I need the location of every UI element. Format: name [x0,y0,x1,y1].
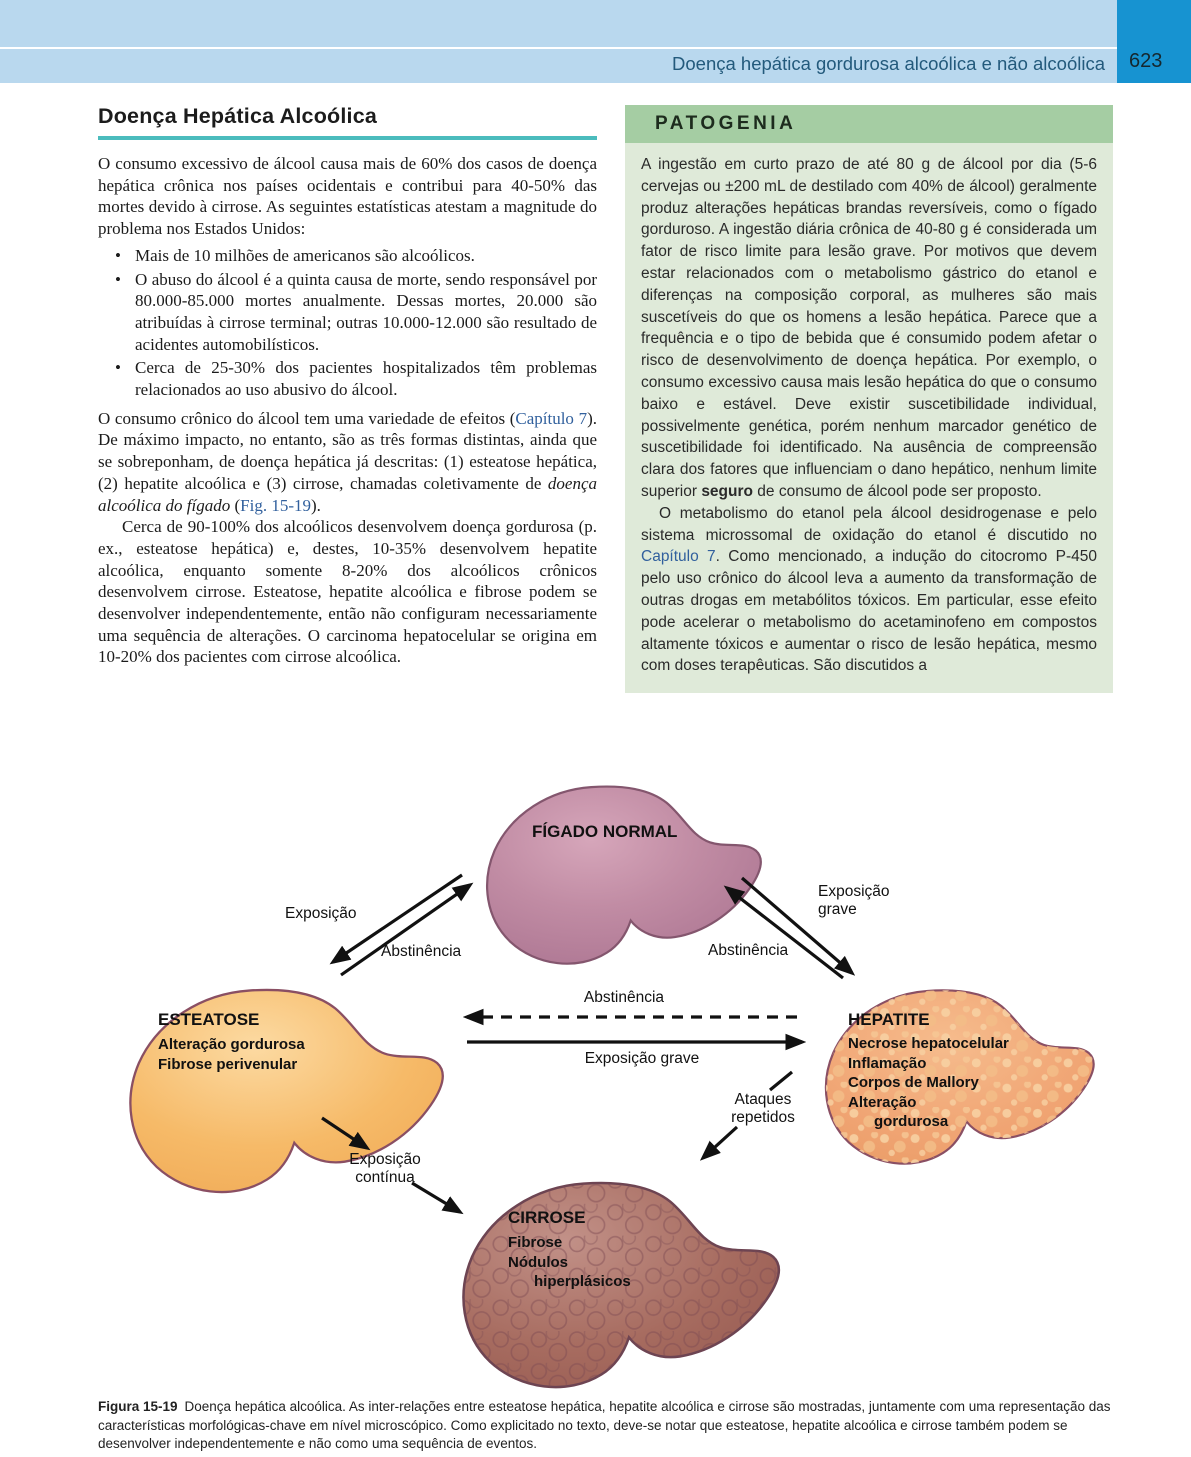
hepatite-feature: Inflamação [848,1054,927,1072]
paragraph-text: de consumo de álcool pode ser proposto. [753,482,1042,500]
article-column [98,104,597,668]
patogenia-paragraph-2 [641,503,1097,677]
paragraph-text: ( [230,495,241,515]
fig-15-19-link[interactable]: Fig. 15-19 [240,495,311,515]
arrow-ataques-b [703,1127,737,1158]
stats-list [112,245,597,401]
chronic-effects-paragraph [98,408,597,517]
arrow-abstinencia-left [341,885,470,975]
patogenia-title: PATOGENIA [655,113,797,134]
patogenia-box [625,105,1113,693]
exposicao-continua-label: Exposição contínua [349,1151,421,1186]
patogenia-paragraph-1 [641,154,1097,503]
paragraph-text: ). De máximo impacto, no entanto, são as três formas distintas, ainda que se sobreponham, de doença hepática já descritas: (1) esteatose hepática, (2) hepatite alcoólica e (3) cirrose, chamadas coletivamente de [98,408,597,493]
figure-15-19-diagram [95,765,1105,1395]
paragraph-text: ). [310,495,321,515]
bold-term: seguro [701,482,753,500]
hepatite-feature: gordurosa [874,1113,949,1130]
running-head: Doença hepática gordurosa alcoólica e não alcoólica [672,53,1105,74]
title-rule [98,136,597,140]
cirrose-feature: Fibrose [508,1234,563,1251]
paragraph-text: . Como mencionado, a indução do citocromo P-450 pelo uso crônico do álcool leva a aumento da transformação de outras drogas em metabólitos tóxicos. Em particular, esse efeito pode acelerar o metabolismo do acetaminofeno em compostos altamente tóxicos e aumentar o risco de lesão hepática, mesmo com doses terapêuticas. São discutidos a [641,548,1097,675]
header-divider [0,47,1117,49]
chapter-7-link[interactable]: Capítulo 7 [515,408,588,428]
normal-liver-label: FÍGADO NORMAL [532,822,678,841]
figure-caption-label: Figura 15-19 [98,1399,178,1414]
cirrose-title: CIRROSE [508,1208,586,1227]
page-number: 623 [1129,50,1163,72]
abstinencia-right-label: Abstinência [708,942,789,959]
list-item: • O abuso do álcool é a quinta causa de morte, sendo responsável por 80.000-85.000 mortes anualmente. Dessas mortes, 20.000 são atribuídas à cirrose terminal; outras 10.000-12.000 são resultado de acidentes automobilísticos. [112,269,597,356]
arrow-ataques-a [770,1072,792,1090]
cirrose-feature: hiperplásicos [534,1273,631,1290]
ataques-repetidos-label: Ataques repetidos [731,1091,795,1126]
statistics-paragraph: Cerca de 90-100% dos alcoólicos desenvolvem doença gordurosa (p. ex., esteatose hepática) e, destes, 10-35% desenvolvem hepatite alcoólica, enquanto somente 8-20% dos alcoólicos crônicos desenvolvem cirrose. Esteatose, hepatite alcoólica e fibrose podem se desenvolver independentemente, então não configuram necessariamente uma sequência de alterações. O carcinoma hepatocelular se origina em 10-20% dos pacientes com cirrose alcoólica. [98,517,597,667]
paragraph-text: O metabolismo do etanol pela álcool desidrogenase e pelo sistema microssomal de oxidação do etanol é discutido no [641,504,1097,544]
abstinencia-mid-label: Abstinência [583,989,665,1006]
normal-liver-illustration [487,787,761,964]
abstinencia-left-label: Abstinência [381,943,462,960]
italic-term: doença alcoólica do fígado [98,473,597,515]
figure-caption [98,1398,1114,1454]
exposicao-grave-right-label: Exposição grave [818,883,890,918]
hepatite-feature: Alteração [848,1093,917,1111]
figure-caption-text: Doença hepática alcoólica. As inter-relações entre esteatose hepática, hepatite alcoólica e cirrose são mostradas, juntamente com uma representação das características morfológicas-chave em nível microscópico. Como explicitado no texto, deve-se notar que esteatose, hepatite alcoólica e cirrose também podem se desenvolver independentemente e não como uma sequência de eventos. [98,1399,1111,1451]
chapter-7-link[interactable]: Capítulo 7 [641,548,716,566]
exposicao-grave-mid-label: Exposição grave [584,1050,700,1067]
esteatose-label-block [158,1010,358,1074]
arrow-exposicao-continua-b [412,1183,460,1212]
page-number-tab [1117,0,1191,83]
exposicao-left-label: Exposição [285,905,357,922]
hepatite-feature: Corpos de Mallory [848,1074,979,1091]
esteatose-feature: Fibrose perivenular [158,1055,298,1073]
cirrose-label-block [508,1208,698,1292]
page-header [0,0,1191,83]
patogenia-body [625,143,1113,693]
esteatose-title: ESTEATOSE [158,1010,260,1029]
cirrose-feature: Nódulos [508,1253,568,1271]
hepatite-label-block [848,1010,1058,1132]
hepatite-title: HEPATITE [848,1010,930,1029]
intro-paragraph: O consumo excessivo de álcool causa mais de 60% dos casos de doença hepática crônica nos países ocidentais e contribui para 40-50% das mortes devido à cirrose. As seguintes estatísticas atestam a magnitude do problema nos Estados Unidos: [98,154,597,239]
esteatose-feature: Alteração gordurosa [158,1036,305,1053]
patogenia-column [625,105,1113,693]
article-title: Doença Hepática Alcoólica [98,104,378,128]
patogenia-header [625,105,1113,143]
paragraph-text: O consumo crônico do álcool tem uma variedade de efeitos ( [98,408,516,428]
list-item: • Cerca de 25-30% dos pacientes hospitalizados têm problemas relacionados ao uso abusivo do álcool. [112,357,597,400]
list-item: • Mais de 10 milhões de americanos são alcoólicos. [112,245,597,267]
hepatite-feature: Necrose hepatocelular [848,1035,1009,1052]
paragraph-text: A ingestão em curto prazo de até 80 g de álcool por dia (5-6 cervejas ou ±200 mL de destilado com 40% de álcool) geralmente produz alterações hepáticas brandas reversíveis, como o fígado gorduroso. A ingestão diária crônica de 40-80 g é considerada um fator de risco limite para lesão grave. Por motivos que devem estar relacionados com o metabolismo gástrico do etanol e diferenças na composição corporal, as mulheres são mais suscetíveis do que os homens a lesão hepática. Parece que a frequência e o tipo de bebida que é consumido podem afetar o risco de desenvolvimento de doença hepática. Por exemplo, o consumo excessivo causa mais lesão hepática do que o consumo baixo e estável. Deve existir suscetibilidade individual, possivelmente genética, porém nenhum marcador genético de suscetibilidade foi identificado. Na ausência de compreensão clara dos fatores que influenciam o dano hepático, nenhum limite superior [641,156,1097,500]
